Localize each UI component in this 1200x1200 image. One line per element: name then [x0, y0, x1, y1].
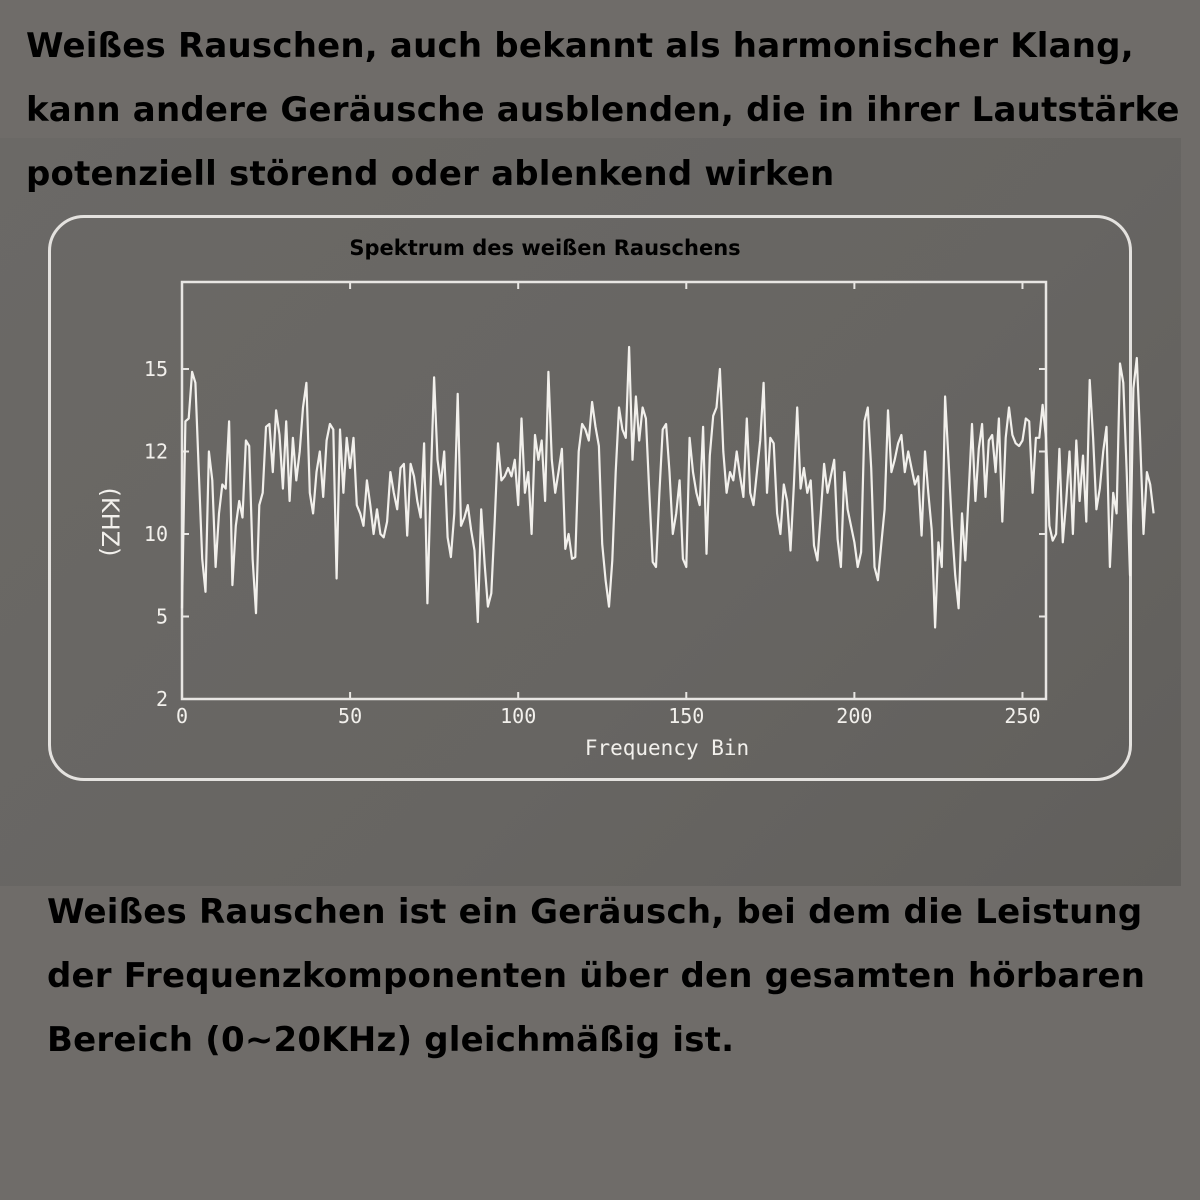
y-tick-label: 5	[155, 604, 168, 629]
series-line	[182, 347, 1154, 628]
header-text: Weißes Rauschen, auch bekannt als harmonischer Klang, kann andere Geräusche ausblenden, die in ihrer Lautstärke potenziell störend oder ablenkend wirken	[26, 26, 1180, 194]
y-tick-label: 10	[143, 522, 168, 546]
x-tick-label: 250	[1004, 704, 1041, 728]
x-tick-label: 150	[668, 704, 705, 728]
x-tick-label: 100	[500, 704, 537, 728]
x-axis-label: Frequency Bin	[584, 736, 750, 760]
y-axis	[144, 357, 1046, 711]
y-tick-label: 2	[155, 687, 168, 711]
y-tick-label: 15	[143, 357, 168, 381]
chart-title: Spektrum des weißen Rauschens	[349, 236, 741, 260]
x-tick-label: 0	[175, 704, 189, 728]
y-tick-label: 12	[143, 439, 168, 464]
series-group	[182, 347, 1154, 628]
y-axis-label: (KHZ)	[96, 487, 124, 557]
footer-text: Weißes Rauschen ist ein Geräusch, bei dem die Leistung der Frequenzkomponenten über den gesamten hörbaren Bereich (0~20KHz) gleichmäßig ist.	[47, 892, 1146, 1060]
x-tick-label: 50	[338, 704, 363, 728]
x-axis	[176, 282, 1041, 728]
x-tick-label: 200	[836, 704, 873, 728]
